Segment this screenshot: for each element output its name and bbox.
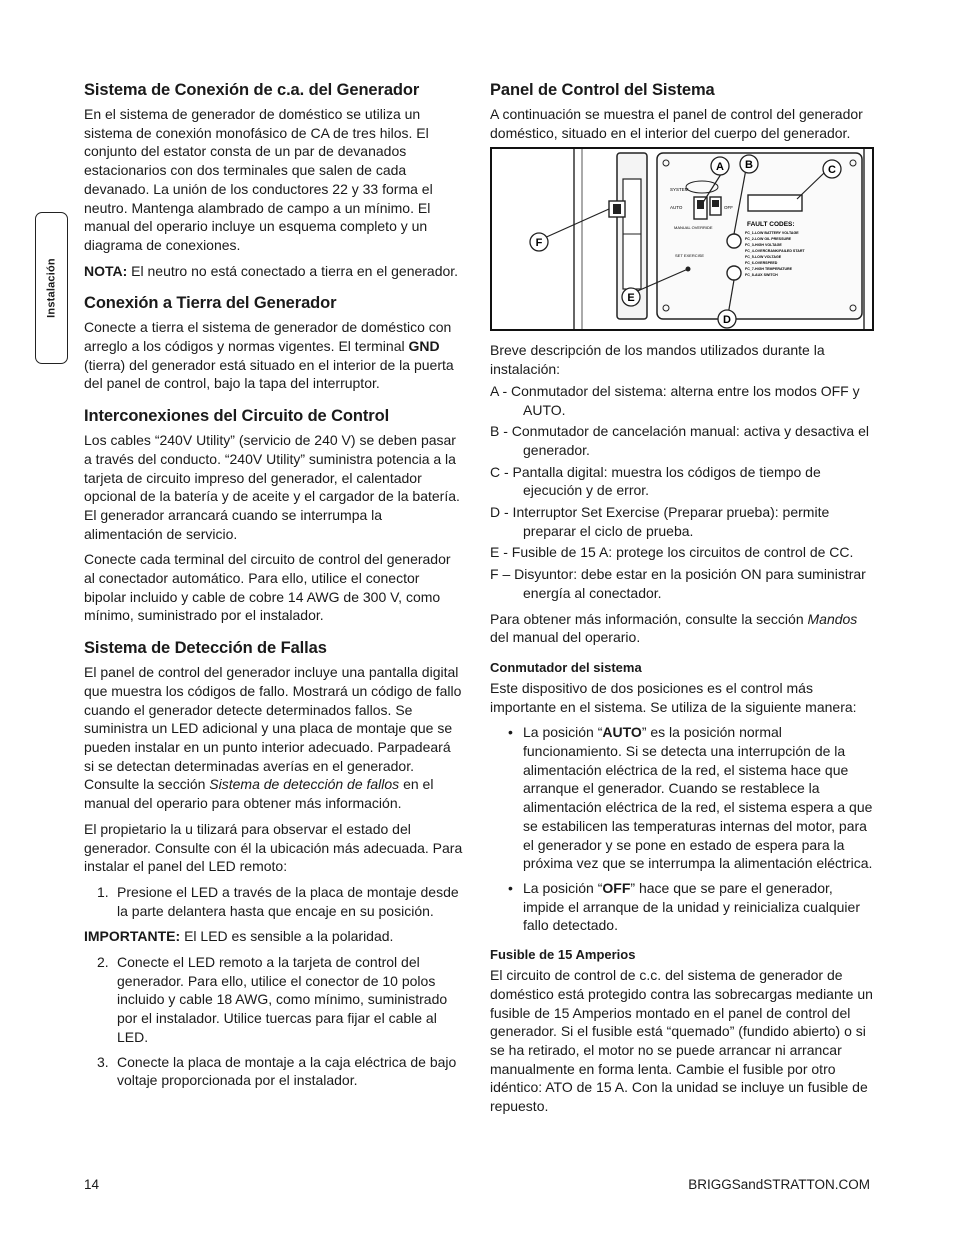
callout-label: F xyxy=(535,237,543,250)
text: La posición “ xyxy=(523,879,603,896)
controls-list xyxy=(490,382,874,603)
list-item xyxy=(490,879,874,935)
fault-code: FC_3-HIGH VOLTAGE xyxy=(745,243,782,248)
list-item: D - Interruptor Set Exercise (Preparar prueba): permite preparar el ciclo de prueba. xyxy=(490,504,830,539)
section-control-circuit xyxy=(84,406,464,625)
manual-label: MANUAL OVERRIDE xyxy=(674,225,713,231)
paragraph xyxy=(84,318,464,393)
manual-override-switch[interactable] xyxy=(710,197,721,215)
list-item: E - Fusible de 15 A: protege los circuitos de control de CC. xyxy=(490,544,854,561)
section-grounding xyxy=(84,293,464,393)
note xyxy=(84,262,464,281)
list-item: B - Conmutador de cancelación manual: activa y desactiva el generador. xyxy=(490,423,869,458)
breaker-switch[interactable] xyxy=(609,201,625,217)
step-number: 3. xyxy=(97,1053,109,1070)
important-label: IMPORTANTE: xyxy=(84,928,181,945)
important-text: El LED es sensible a la polaridad. xyxy=(180,928,394,945)
paragraph xyxy=(490,610,874,647)
callout-label: D xyxy=(723,314,731,327)
set-exercise-button[interactable] xyxy=(727,266,741,280)
heading-control-panel: Panel de Control del Sistema xyxy=(490,81,715,99)
list-item xyxy=(84,1053,464,1090)
gnd-term: GND xyxy=(408,338,440,355)
reference-title: Sistema de detección de fallos xyxy=(209,776,400,793)
system-label: SYSTEM xyxy=(670,187,689,193)
note-text: El neutro no está conectado a tierra en el generador. xyxy=(127,262,459,279)
page-number: 14 xyxy=(84,1177,100,1192)
list-item: A - Conmutador del sistema: alterna entre los modos OFF y AUTO. xyxy=(490,382,860,418)
list-item xyxy=(84,883,464,920)
paragraph: Breve descripción de los mandos utilizados durante la instalación: xyxy=(490,342,825,378)
important-note xyxy=(84,927,464,946)
exercise-label: SET EXERCISE xyxy=(675,253,705,259)
fault-code: FC_8-AUX SWITCH xyxy=(745,273,778,278)
step-text: Presione el LED a través de la placa de montaje desde la parte delantera hasta que encaje en su posición. xyxy=(117,883,459,919)
text: del manual del operario. xyxy=(490,629,641,646)
bullet: • xyxy=(508,724,513,741)
text: (tierra) del generador está situado en el interior de la puerta del panel de control, bajo la tapa del interruptor. xyxy=(84,356,454,392)
heading-ac-connection: Sistema de Conexión de c.a. del Generador xyxy=(84,81,420,99)
fault-codes-title: FAULT CODES: xyxy=(747,221,795,229)
steps-list xyxy=(84,883,464,920)
paragraph: En el sistema de generador de doméstico se utiliza un sistema de conexión monofásico de CA de tres hilos. El conjunto del estator consta de un par de devanados estacionarios con dos terminales que salen de cada devanado. La unión de los conductores 22 y 33 forma el neutro. Mantenga alambrado de campo a un mínimo. El manual del operario incluye un esquema completo y un diagrama de conexiones. xyxy=(84,106,433,253)
text: ” es la posición normal funcionamiento. Si se detecta una interrupción de la alimentación eléctrica de la red, el sistema hace que arranque el generador. Cuando se restablece la alimentación eléctrica de la red, el sistema espera a que se estabilicen las temperaturas internas del motor, para el generador y se pone en estado de espera para la próxima vez que se interrumpa la alimentación eléctrica. xyxy=(523,724,873,872)
text: ” hace que se pare el generador, impide el arranque de la unidad y reinicializa cualquier fallo detectado. xyxy=(523,879,860,934)
heading-grounding: Conexión a Tierra del Generador xyxy=(84,294,337,313)
auto-label: AUTO xyxy=(670,205,683,211)
text: La posición “ xyxy=(523,724,603,741)
term-auto: AUTO xyxy=(602,724,642,741)
subsection-fuse xyxy=(490,946,874,1116)
fault-code: FC_2-LOW OIL PRESSURE xyxy=(745,237,792,242)
heading-control-circuit: Interconexiones del Circuito de Control xyxy=(84,407,390,426)
section-side-tab xyxy=(35,212,68,364)
text: El panel de control del generador incluye una pantalla digital que muestra los códigos de fallo. Mostrará un código de fallo cuando el generador detecte determinados fallos. Se suministra un LED adicional y una placa de montaje que se pueden instalar en un punto interior adecuado. Parpadeará si se detectan determinadas averías en el generador. Consulte la sección xyxy=(84,664,462,793)
callout-label: C xyxy=(828,164,836,177)
text: Para obtener más información, consulte la sección xyxy=(490,610,808,627)
step-number: 1. xyxy=(97,883,109,900)
paragraph: El propietario la u tilizará para observar el estado del generador. Consulte con él la ubicación más adecuada. Para instalar el panel del LED remoto: xyxy=(84,820,463,875)
bullet-list xyxy=(490,723,874,935)
off-label: OFF xyxy=(724,205,733,211)
subheading-system-switch: Conmutador del sistema xyxy=(490,659,642,675)
right-column xyxy=(490,80,874,1123)
digital-display xyxy=(748,195,802,211)
fault-code: FC_5-LOW VOLTAGE xyxy=(745,255,782,260)
list-item xyxy=(84,953,464,1047)
step-number: 2. xyxy=(97,954,109,971)
term-off: OFF xyxy=(602,879,631,896)
fault-code: FC_1-LOW BATTERY VOLTAGE xyxy=(745,231,799,236)
paragraph: Conecte cada terminal del circuito de control del generador al conectador automático. Para ello, utilice el conector bipolar incluido y cable de cobre 14 AWG de 300 V, como mínimo, suministrado por el instalador. xyxy=(84,551,451,624)
paragraph: Este dispositivo de dos posiciones es el control más importante en el sistema. Se utiliza de la siguiente manera: xyxy=(490,679,857,715)
reference-title: Mandos xyxy=(807,610,858,627)
left-column xyxy=(84,80,464,1103)
paragraph: Los cables “240V Utility” (servicio de 240 V) se deben pasar a través del conducto. “240V Utility” suministra potencia a la tarjeta de circuito impreso del generador, el calentador opcional de la batería y de aceite y el cargador de la batería. El generador arrancará cuando se interrumpa la alimentación de servicio. xyxy=(84,432,460,542)
heading-fault-detection: Sistema de Detección de Fallas xyxy=(84,639,327,658)
side-tab-label: Instalación xyxy=(45,258,58,318)
list-item: F – Disyuntor: debe estar en la posición ON para suministrar energía al conectador. xyxy=(490,566,866,601)
control-panel-illustration xyxy=(492,149,872,329)
paragraph: El circuito de control de c.c. del sistema de generador de doméstico está protegido contra las sobrecargas mediante un fusible de 15 Amperios montado en el panel de control del generador. Si el fusible está “quemado” (fundido abierto) o si se ha retirado, el motor no se puede arrancar ni arrancar manualmente en forma lenta. Cambie el fusible por otro idéntico: ATO de 15 A. Con la unidad se incluye un fusible de repuesto. xyxy=(490,967,873,1115)
note-label: NOTA: xyxy=(84,262,128,279)
callout-label: A xyxy=(716,161,724,174)
fault-code: FC_4-OVERCRANK/FAILED START xyxy=(745,249,805,254)
list-item xyxy=(490,723,874,873)
fault-code: FC_6-OVERSPEED xyxy=(745,261,778,266)
section-fault-detection xyxy=(84,638,464,1090)
step-text: Conecte la placa de montaje a la caja eléctrica de bajo voltaje proporcionada por el instalador. xyxy=(117,1053,457,1089)
subsection-system-switch xyxy=(490,659,874,935)
section-ac-connection xyxy=(84,80,464,280)
callout-label: E xyxy=(627,292,635,305)
control-panel-figure xyxy=(490,147,874,331)
paragraph: A continuación se muestra el panel de control del generador doméstico, situado en el interior del cuerpo del generador. xyxy=(490,106,863,141)
manual-override-button[interactable] xyxy=(727,234,741,248)
fault-code: FC_7-HIGH TEMPERATURE xyxy=(745,267,793,272)
list-item: C - Pantalla digital: muestra los códigos de tiempo de ejecución y de error. xyxy=(490,463,821,499)
step-text: Conecte el LED remoto a la tarjeta de control del generador. Para ello, utilice el conector de 10 polos incluido y cable 18 AWG, como mínimo, suministrado por el instalador. Utilice tuercas para fijar el cable al LED. xyxy=(117,954,448,1045)
text: Conecte a tierra el sistema de generador de doméstico con arreglo a los códigos y normas vigentes. El terminal xyxy=(84,319,452,355)
text: en el manual del operario para obtener más información. xyxy=(84,776,434,812)
paragraph xyxy=(84,663,464,813)
subheading-fuse: Fusible de 15 Amperios xyxy=(490,947,636,963)
website-link[interactable]: BRIGGSandSTRATTON.COM xyxy=(688,1177,870,1192)
callout-label: B xyxy=(745,159,753,172)
steps-list xyxy=(84,953,464,1090)
bullet: • xyxy=(508,879,513,896)
